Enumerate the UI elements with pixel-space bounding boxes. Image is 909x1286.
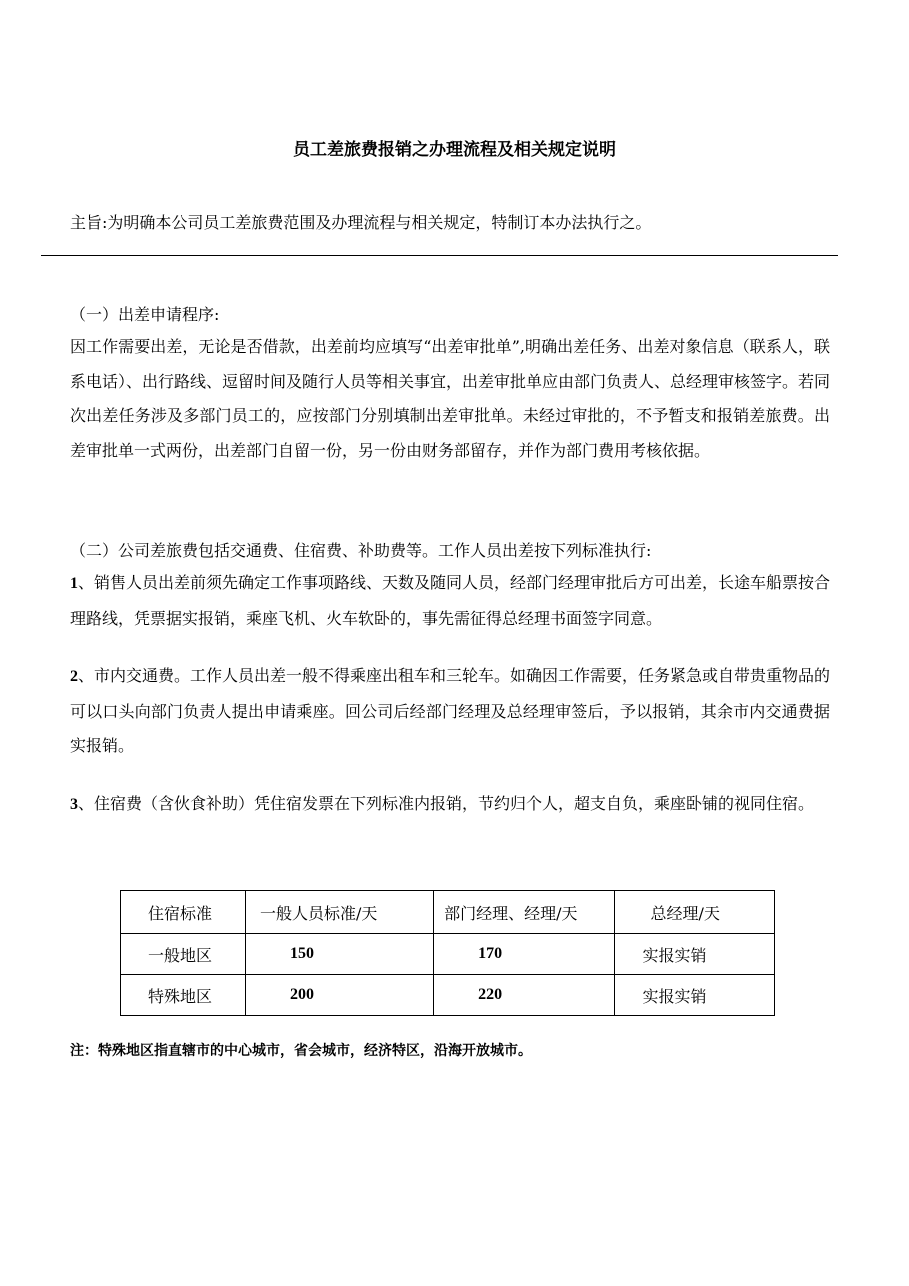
rule-item [70,566,830,636]
table-header-cell: 总经理/天 [614,891,774,934]
section-application-procedure [70,303,830,468]
rule-item [70,659,830,764]
table-cell: 实报实销 [614,975,774,1016]
table-cell: 一般地区 [121,934,246,975]
item-text: 、市内交通费。工作人员出差一般不得乘座出租车和三轮车。如确因工作需要，任务紧急或自带贵重物品的可以口头向部门负责人提出申请乘座。回公司后经部门经理及总经理审签后，予以报销，其余市内交通费据实报销。 [70,666,831,755]
section-heading: （一）出差申请程序: [70,305,220,324]
document-title: 员工差旅费报销之办理流程及相关规定说明 [293,140,616,160]
table-cell: 220 [434,975,614,1016]
item-number: 3 [70,795,78,813]
section-expense-standards [70,539,830,822]
accommodation-standards-table [120,890,775,1016]
table-header-row [121,891,775,934]
table-header-cell: 住宿标准 [121,891,246,934]
item-number: 1 [70,575,78,592]
table-row [121,934,775,975]
table-note: 注：特殊地区指直辖市的中心城市，省会城市，经济特区，沿海开放城市。 [70,1043,532,1059]
table-row [121,975,775,1016]
intro-statement: 主旨:为明确本公司员工差旅费范围及办理流程与相关规定，特制订本办法执行之。 [70,213,652,232]
item-text: 、销售人员出差前须先确定工作事项路线、天数及随同人员，经部门经理审批后方可出差，长途车船票按合理路线，凭票据实报销，乘座飞机、火车软卧的，事先需征得总经理书面签字同意。 [70,573,831,628]
item-text: 、住宿费（含伙食补助）凭住宿发票在下列标准内报销，节约归个人，超支自负，乘座卧铺的视同住宿。 [78,793,815,813]
table-cell: 特殊地区 [121,975,246,1016]
section-heading: （二）公司差旅费包括交通费、住宿费、补助费等。工作人员出差按下列标准执行: [70,541,652,560]
item-number: 2 [70,668,78,685]
table-cell: 200 [245,975,433,1016]
table-header-cell: 部门经理、经理/天 [434,891,614,934]
table-cell: 150 [245,934,433,975]
table-cell: 实报实销 [614,934,774,975]
section-body: 因工作需要出差，无论是否借款，出差前均应填写“出差审批单”,明确出差任务、出差对象信息（联系人，联系电话）、出行路线、逗留时间及随行人员等相关事宜，出差审批单应由部门负责人、总经理审核签字。若同次出差任务涉及多部门员工的，应按部门分别填制出差审批单。未经过审批的，不予暂支和报销差旅费。出差审批单一式两份，出差部门自留一份，另一份由财务部留存，并作为部门费用考核依据。 [70,337,831,460]
table-cell: 170 [434,934,614,975]
horizontal-divider [41,255,838,256]
rule-item [70,787,830,823]
table-header-cell: 一般人员标准/天 [245,891,433,934]
